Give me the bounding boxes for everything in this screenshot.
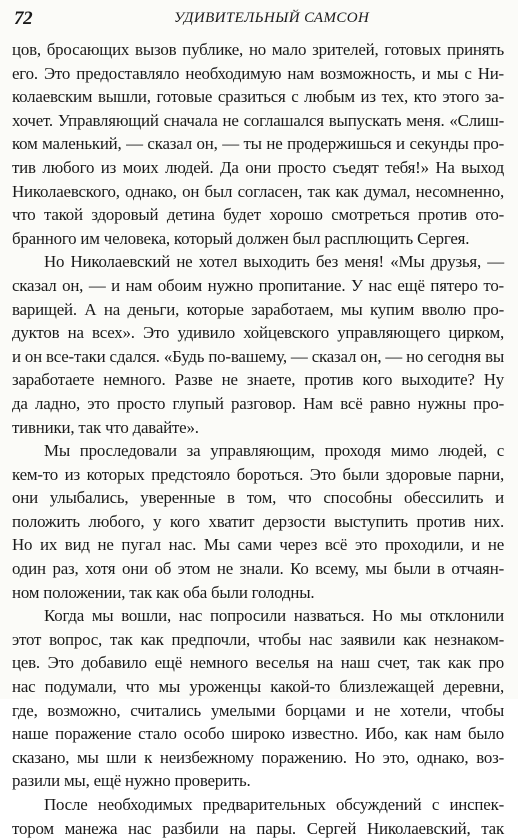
text-line: дуктов на всех». Это удивило хойцевского управляющего цирком, [12, 323, 504, 343]
text-line: что такой здоровый детина будет хорошо смотреться против ото- [12, 205, 504, 225]
text-line: наше поражение стало особо широко известно. Ибо, как нам было [12, 724, 504, 744]
text-line: положить любого, у кого хватит дерзости выступить против них. [12, 511, 504, 531]
text-line: сказано, мы шли к неизбежному поражению. Но это, однако, воз- [12, 747, 504, 767]
page-header [14, 8, 502, 32]
text-line: они улыбались, уверенные в том, что способны обессилить и [12, 488, 504, 508]
text-line: Мы проследовали за управляющим, проходя мимо людей, с [44, 441, 504, 461]
running-title: УДИВИТЕЛЬНЫЙ САМСОН [174, 10, 370, 26]
text-line: кем-то из которых предстояло бороться. Это были здоровые парни, [12, 464, 504, 484]
text-line: цев. Это добавило ещё немного веселья на наш счет, так как про [12, 653, 504, 673]
text-line: нас подумали, что мы уроженцы какой-то близлежащей деревни, [12, 677, 504, 697]
text-line: сказал он, — и нам обоим нужно пропитание. У нас ещё пятеро то- [12, 275, 504, 295]
text-line: Но их вид не пугал нас. Мы сами через всё это проходили, и не [12, 535, 504, 555]
text-line: Но Николаевский не хотел выходить без меня! «Мы друзья, — [44, 252, 504, 272]
text-line: цов, бросающих вызов публике, но мало зрителей, готовых принять [12, 40, 504, 59]
text-line: бранного им человека, который должен был расплющить Сергея. [12, 228, 470, 248]
text-line: да ладно, это просто глупый разговор. Нам всё равно нужны про- [12, 393, 504, 413]
text-line: Когда мы вошли, нас попросили назваться. Но мы отклонили [44, 606, 504, 626]
text-line: хочет. Управляющий сначала не соглашался выпускать меня. «Слиш- [12, 110, 504, 130]
text-line: разили мы, ещё нужно проверить. [12, 771, 251, 791]
body-text [12, 38, 504, 840]
text-line: тором манежа нас разбили на пары. Сергей Николаевский, так [12, 818, 504, 838]
text-line: тивники, так что давайте». [12, 417, 199, 437]
text-line: и он все-таки сдался. «Будь по-вашему, — сказал он, — но сегодня вы [12, 346, 504, 366]
text-line: Николаевского, однако, он был согласен, так как думал, несомненно, [12, 181, 504, 201]
text-line: заработаете немного. Разве не знаете, против кого выходите? Ну [12, 370, 504, 390]
text-line: ном положении, так как оба были голодны. [12, 582, 315, 602]
text-line: колаевским вышли, готовые сразиться с любым из тех, кто этого за- [12, 87, 504, 107]
text-line: этот вопрос, так как предпочли, чтобы нас заявили как незнаком- [12, 629, 504, 649]
text-line: ком маленький, — сказал он, — ты не продержишься и секунды про- [12, 134, 504, 154]
text-line: где, возможно, считались умелыми борцами и не хотели, чтобы [12, 700, 504, 720]
page-number: 72 [14, 8, 33, 29]
text-line: его. Это предоставляло необходимую нам возможность, и мы с Ни- [12, 63, 504, 83]
text-line: тив любого из моих людей. Да они просто съедят тебя!» На выход [12, 157, 504, 177]
text-line: После необходимых предварительных обсуждений с инспек- [44, 795, 504, 814]
text-line: варищей. А на деньги, которые заработаем, мы купим вволю про- [12, 299, 504, 319]
text-line: один раз, хотя они об этом не знали. Ко всему, мы были в отчаян- [12, 559, 504, 579]
